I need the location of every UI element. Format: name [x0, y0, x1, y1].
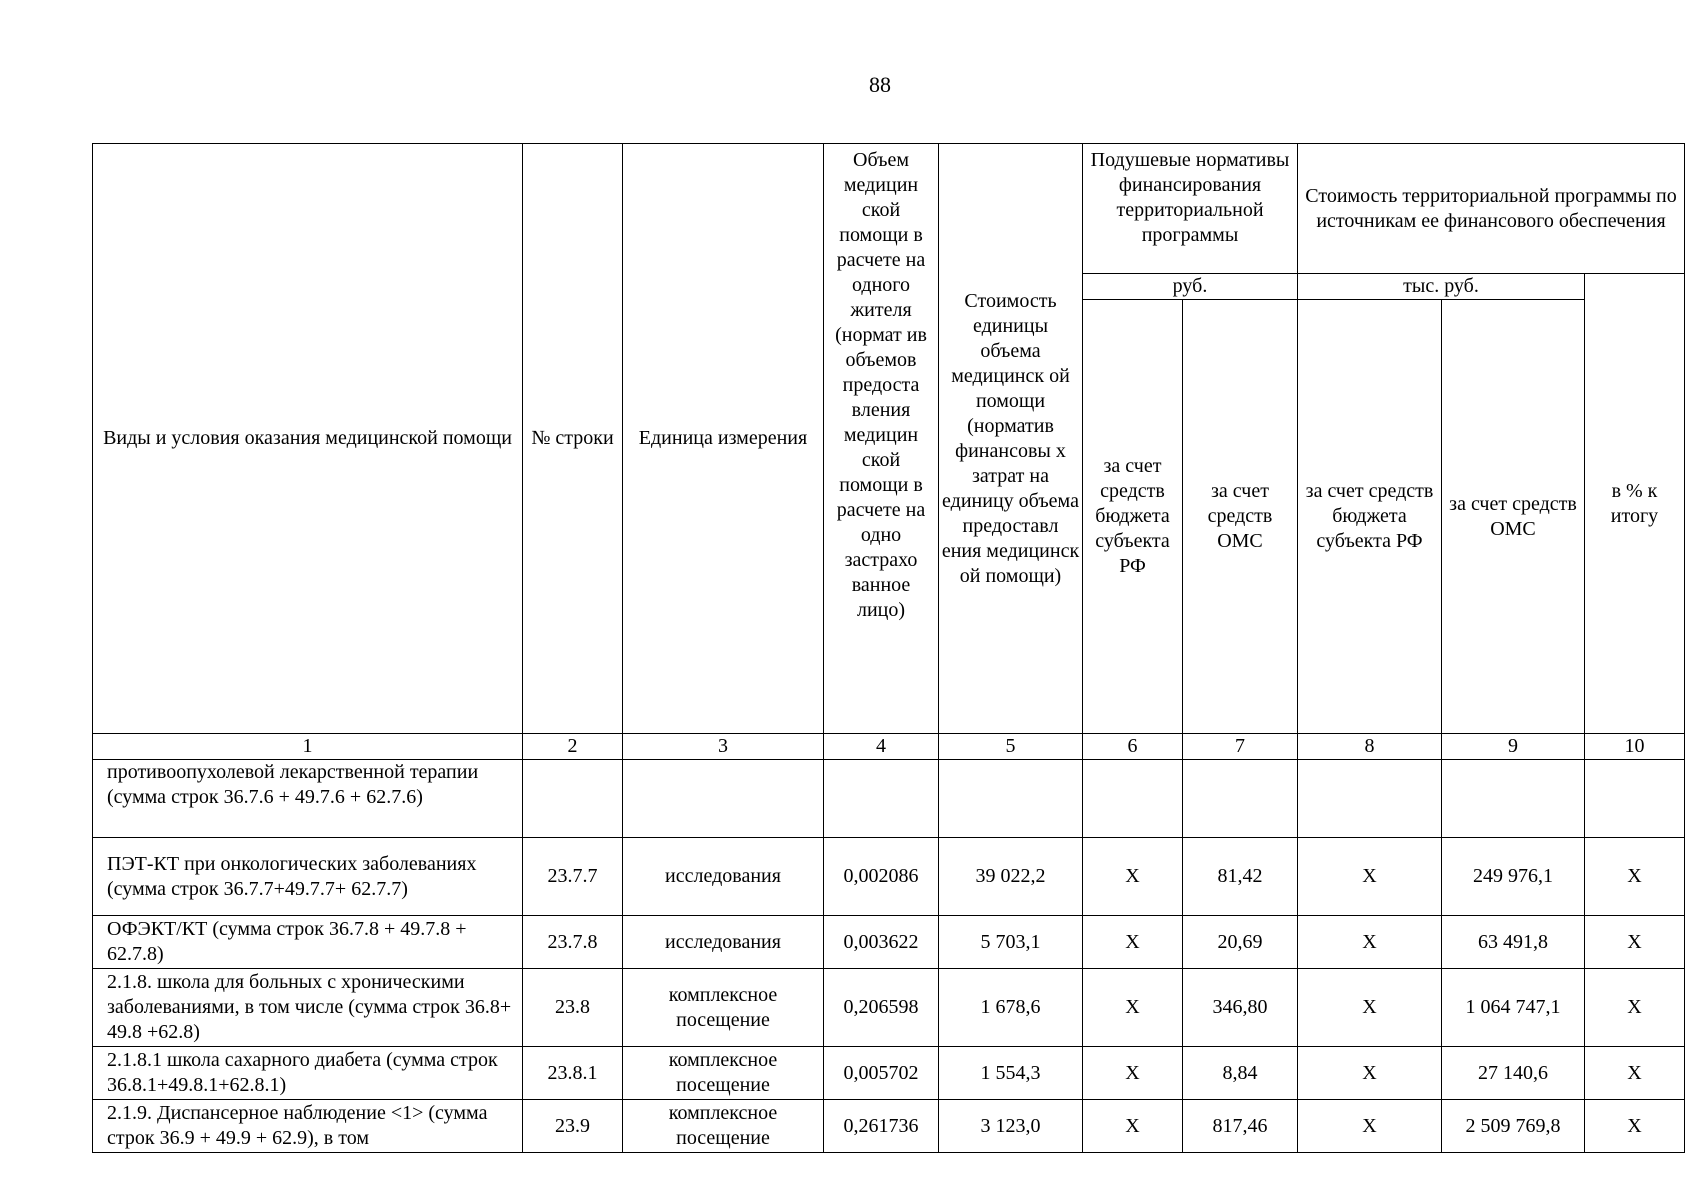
table-row	[93, 1047, 1685, 1100]
row-unit: исследования	[623, 916, 824, 969]
row-cost-budget: X	[1298, 1100, 1442, 1153]
row-number: 23.9	[523, 1100, 623, 1153]
row-unit: комплексное посещение	[623, 1047, 824, 1100]
header-col1: Виды и условия оказания медицинской помощи	[93, 144, 523, 734]
row-cost-budget: X	[1298, 838, 1442, 916]
row-unit-cost	[939, 760, 1083, 838]
column-number: 4	[824, 734, 939, 760]
column-number: 1	[93, 734, 523, 760]
page-number: 88	[869, 72, 891, 97]
row-unit	[623, 760, 824, 838]
row-unit: комплексное посещение	[623, 1100, 824, 1153]
column-number: 10	[1585, 734, 1685, 760]
row-volume	[824, 760, 939, 838]
row-name: 2.1.9. Диспансерное наблюдение <1> (сумма строк 36.9 + 49.9 + 62.9), в том	[93, 1100, 523, 1153]
row-cost-oms: 2 509 769,8	[1442, 1100, 1585, 1153]
column-number: 2	[523, 734, 623, 760]
row-unit: комплексное посещение	[623, 969, 824, 1047]
header-unit-rub: руб.	[1083, 274, 1298, 300]
header-col3: Единица измерения	[623, 144, 824, 734]
row-unit-cost: 1 678,6	[939, 969, 1083, 1047]
row-pc-budget: X	[1083, 969, 1183, 1047]
row-cost-budget: X	[1298, 969, 1442, 1047]
row-pc-oms: 346,80	[1183, 969, 1298, 1047]
header-col9: за счет средств ОМС	[1442, 300, 1585, 734]
row-volume: 0,005702	[824, 1047, 939, 1100]
row-number: 23.8.1	[523, 1047, 623, 1100]
row-name: противоопухолевой лекарственной терапии (сумма строк 36.7.6 + 49.7.6 + 62.7.6)	[93, 760, 523, 838]
row-name: ПЭТ-КТ при онкологических заболеваниях (сумма строк 36.7.7+49.7.7+ 62.7.7)	[93, 838, 523, 916]
header-col10: в % к итогу	[1585, 274, 1685, 734]
column-number: 6	[1083, 734, 1183, 760]
row-cost-oms: 27 140,6	[1442, 1047, 1585, 1100]
row-unit-cost: 5 703,1	[939, 916, 1083, 969]
column-number-row	[93, 734, 1685, 760]
financing-table	[92, 143, 1685, 1153]
row-percent: X	[1585, 838, 1685, 916]
row-pc-budget: X	[1083, 916, 1183, 969]
row-cost-oms: 249 976,1	[1442, 838, 1585, 916]
row-pc-oms: 817,46	[1183, 1100, 1298, 1153]
header-unit-thousand-rub: тыс. руб.	[1298, 274, 1585, 300]
row-unit-cost: 39 022,2	[939, 838, 1083, 916]
header-col5: Стоимость единицы объема медицинск ой помощи (норматив финансовы х затрат на единицу объема предоставл ения медицинск ой помощи)	[939, 144, 1083, 734]
header-col8: за счет средств бюджета субъекта РФ	[1298, 300, 1442, 734]
row-percent: X	[1585, 916, 1685, 969]
row-volume: 0,002086	[824, 838, 939, 916]
row-name: 2.1.8. школа для больных с хроническими заболеваниями, в том числе (сумма строк 36.8+ 49.8 +62.8)	[93, 969, 523, 1047]
row-percent: X	[1585, 1047, 1685, 1100]
row-pc-budget: X	[1083, 1100, 1183, 1153]
row-pc-budget	[1083, 760, 1183, 838]
table-row	[93, 838, 1685, 916]
column-number: 5	[939, 734, 1083, 760]
row-name: 2.1.8.1 школа сахарного диабета (сумма строк 36.8.1+49.8.1+62.8.1)	[93, 1047, 523, 1100]
row-cost-oms: 1 064 747,1	[1442, 969, 1585, 1047]
row-unit: исследования	[623, 838, 824, 916]
row-volume: 0,003622	[824, 916, 939, 969]
column-number: 8	[1298, 734, 1442, 760]
row-volume: 0,261736	[824, 1100, 939, 1153]
row-cost-oms	[1442, 760, 1585, 838]
row-unit-cost: 1 554,3	[939, 1047, 1083, 1100]
row-number: 23.7.7	[523, 838, 623, 916]
column-number: 9	[1442, 734, 1585, 760]
row-pc-oms: 81,42	[1183, 838, 1298, 916]
column-number: 3	[623, 734, 824, 760]
table-row	[93, 1100, 1685, 1153]
table-row	[93, 916, 1685, 969]
row-cost-budget: X	[1298, 1047, 1442, 1100]
row-pc-oms	[1183, 760, 1298, 838]
row-unit-cost: 3 123,0	[939, 1100, 1083, 1153]
row-pc-oms: 8,84	[1183, 1047, 1298, 1100]
row-pc-oms: 20,69	[1183, 916, 1298, 969]
row-pc-budget: X	[1083, 1047, 1183, 1100]
header-col4: Объем медицин ской помощи в расчете на одного жителя (нормат ив объемов предоста вления медицин ской помощи в расчете на одно застрахо ванное лицо)	[824, 144, 939, 734]
row-number: 23.7.8	[523, 916, 623, 969]
row-percent: X	[1585, 969, 1685, 1047]
row-pc-budget: X	[1083, 838, 1183, 916]
header-group-cost: Стоимость территориальной программы по источникам ее финансового обеспечения	[1298, 144, 1685, 274]
row-name: ОФЭКТ/КТ (сумма строк 36.7.8 + 49.7.8 + 62.7.8)	[93, 916, 523, 969]
row-volume: 0,206598	[824, 969, 939, 1047]
row-number	[523, 760, 623, 838]
row-number: 23.8	[523, 969, 623, 1047]
row-percent: X	[1585, 1100, 1685, 1153]
header-col7: за счет средств ОМС	[1183, 300, 1298, 734]
header-col6: за счет средств бюджета субъекта РФ	[1083, 300, 1183, 734]
table-row	[93, 760, 1685, 838]
column-number: 7	[1183, 734, 1298, 760]
row-cost-budget: X	[1298, 916, 1442, 969]
row-cost-oms: 63 491,8	[1442, 916, 1585, 969]
row-percent	[1585, 760, 1685, 838]
header-group-per-capita: Подушевые нормативы финансирования территориальной программы	[1083, 144, 1298, 274]
header-col2: № строки	[523, 144, 623, 734]
row-cost-budget	[1298, 760, 1442, 838]
table-row	[93, 969, 1685, 1047]
